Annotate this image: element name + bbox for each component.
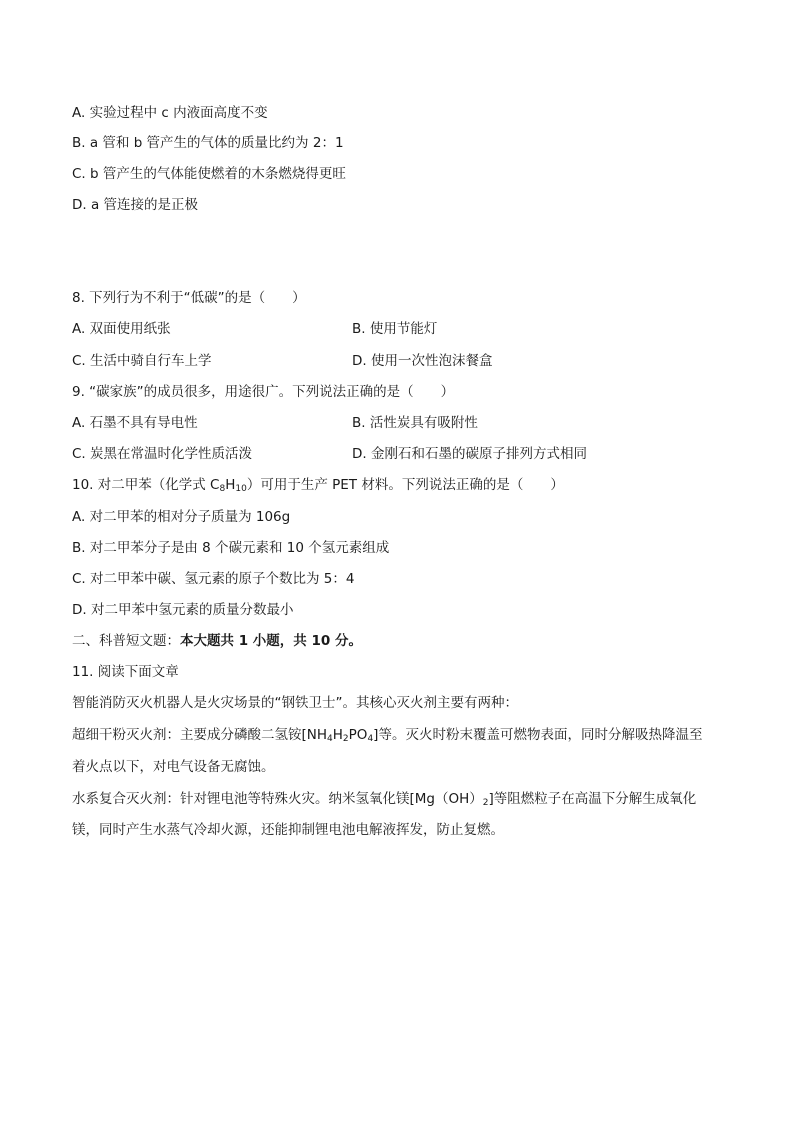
q10-subscript: 10	[235, 484, 247, 494]
q11-paragraph-2-line-1	[72, 726, 702, 744]
q10-option-a: A. 对二甲苯的相对分子质量为 106g	[72, 509, 291, 525]
q8-stem: 8. 下列行为不利于“低碳”的是（ ）	[72, 290, 306, 306]
q10-subscript: 8	[219, 484, 226, 494]
section-prefix: 二、科普短文题：	[72, 633, 180, 649]
q8-row-2	[72, 352, 493, 370]
text-run: ]等。灭火时粉末覆盖可燃物表面，同时分解吸热降温至	[373, 727, 703, 743]
text-run: H	[332, 727, 343, 743]
q8-option-c: C. 生活中骑自行车上学	[72, 353, 212, 369]
text-run: 超细干粉灭火剂：主要成分磷酸二氢铵[NH	[72, 727, 328, 743]
q9-option-d: D. 金刚石和石墨的碳原子排列方式相同	[352, 446, 587, 462]
q9-stem: 9. “碳家族”的成员很多，用途很广。下列说法正确的是（ ）	[72, 384, 455, 400]
q10-stem-part: H	[225, 477, 236, 493]
q10-option-d: D. 对二甲苯中氢元素的质量分数最小	[72, 602, 294, 618]
q8-option-d: D. 使用一次性泡沫餐盒	[352, 353, 493, 369]
q10-stem-part: 10. 对二甲苯（化学式 C	[72, 477, 220, 493]
q8-option-a: A. 双面使用纸张	[72, 321, 171, 337]
q10-stem-part: ）可用于生产 PET 材料。下列说法正确的是（ ）	[246, 477, 564, 493]
text-run: PO	[348, 727, 368, 743]
q11-paragraph-3-line-1	[72, 790, 696, 808]
subscript: 2	[342, 734, 349, 744]
q11-paragraph-1: 智能消防灭火机器人是火灾场景的“钢铁卫士”。其核心灭火剂主要有两种：	[72, 695, 518, 711]
q11-paragraph-3-line-2: 镁，同时产生水蒸气冷却火源，还能抑制锂电池电解液挥发，防止复燃。	[72, 822, 504, 838]
subscript: 2	[482, 798, 489, 808]
q10-stem	[72, 476, 564, 494]
q8-option-b: B. 使用节能灯	[352, 321, 438, 337]
q11-stem: 11. 阅读下面文章	[72, 664, 179, 680]
q9-option-b: B. 活性炭具有吸附性	[352, 415, 478, 431]
section-description: 本大题共 1 小题，共 10 分。	[180, 633, 362, 649]
q10-option-c: C. 对二甲苯中碳、氢元素的原子个数比为 5：4	[72, 571, 355, 587]
q9-option-c: C. 炭黑在常温时化学性质活泼	[72, 446, 253, 462]
section-heading	[72, 632, 362, 650]
text-run: 水系复合灭火剂：针对锂电池等特殊火灾。纳米氢氧化镁[Mg（OH）	[72, 791, 483, 807]
q9-row-1	[72, 414, 478, 432]
subscript: 4	[367, 734, 374, 744]
q7-option-b: B. a 管和 b 管产生的气体的质量比约为 2：1	[72, 135, 344, 151]
q9-option-a: A. 石墨不具有导电性	[72, 415, 198, 431]
q7-option-c: C. b 管产生的气体能使燃着的木条燃烧得更旺	[72, 166, 346, 182]
q7-option-d: D. a 管连接的是正极	[72, 197, 199, 213]
q7-option-a: A. 实验过程中 c 内液面高度不变	[72, 105, 268, 121]
q9-row-2	[72, 445, 587, 463]
q8-row-1	[72, 320, 438, 338]
q10-option-b: B. 对二甲苯分子是由 8 个碳元素和 10 个氢元素组成	[72, 540, 390, 556]
q11-paragraph-2-line-2: 着火点以下，对电气设备无腐蚀。	[72, 759, 275, 775]
subscript: 4	[327, 734, 333, 744]
text-run: ]等阻燃粒子在高温下分解生成氧化	[488, 791, 697, 807]
